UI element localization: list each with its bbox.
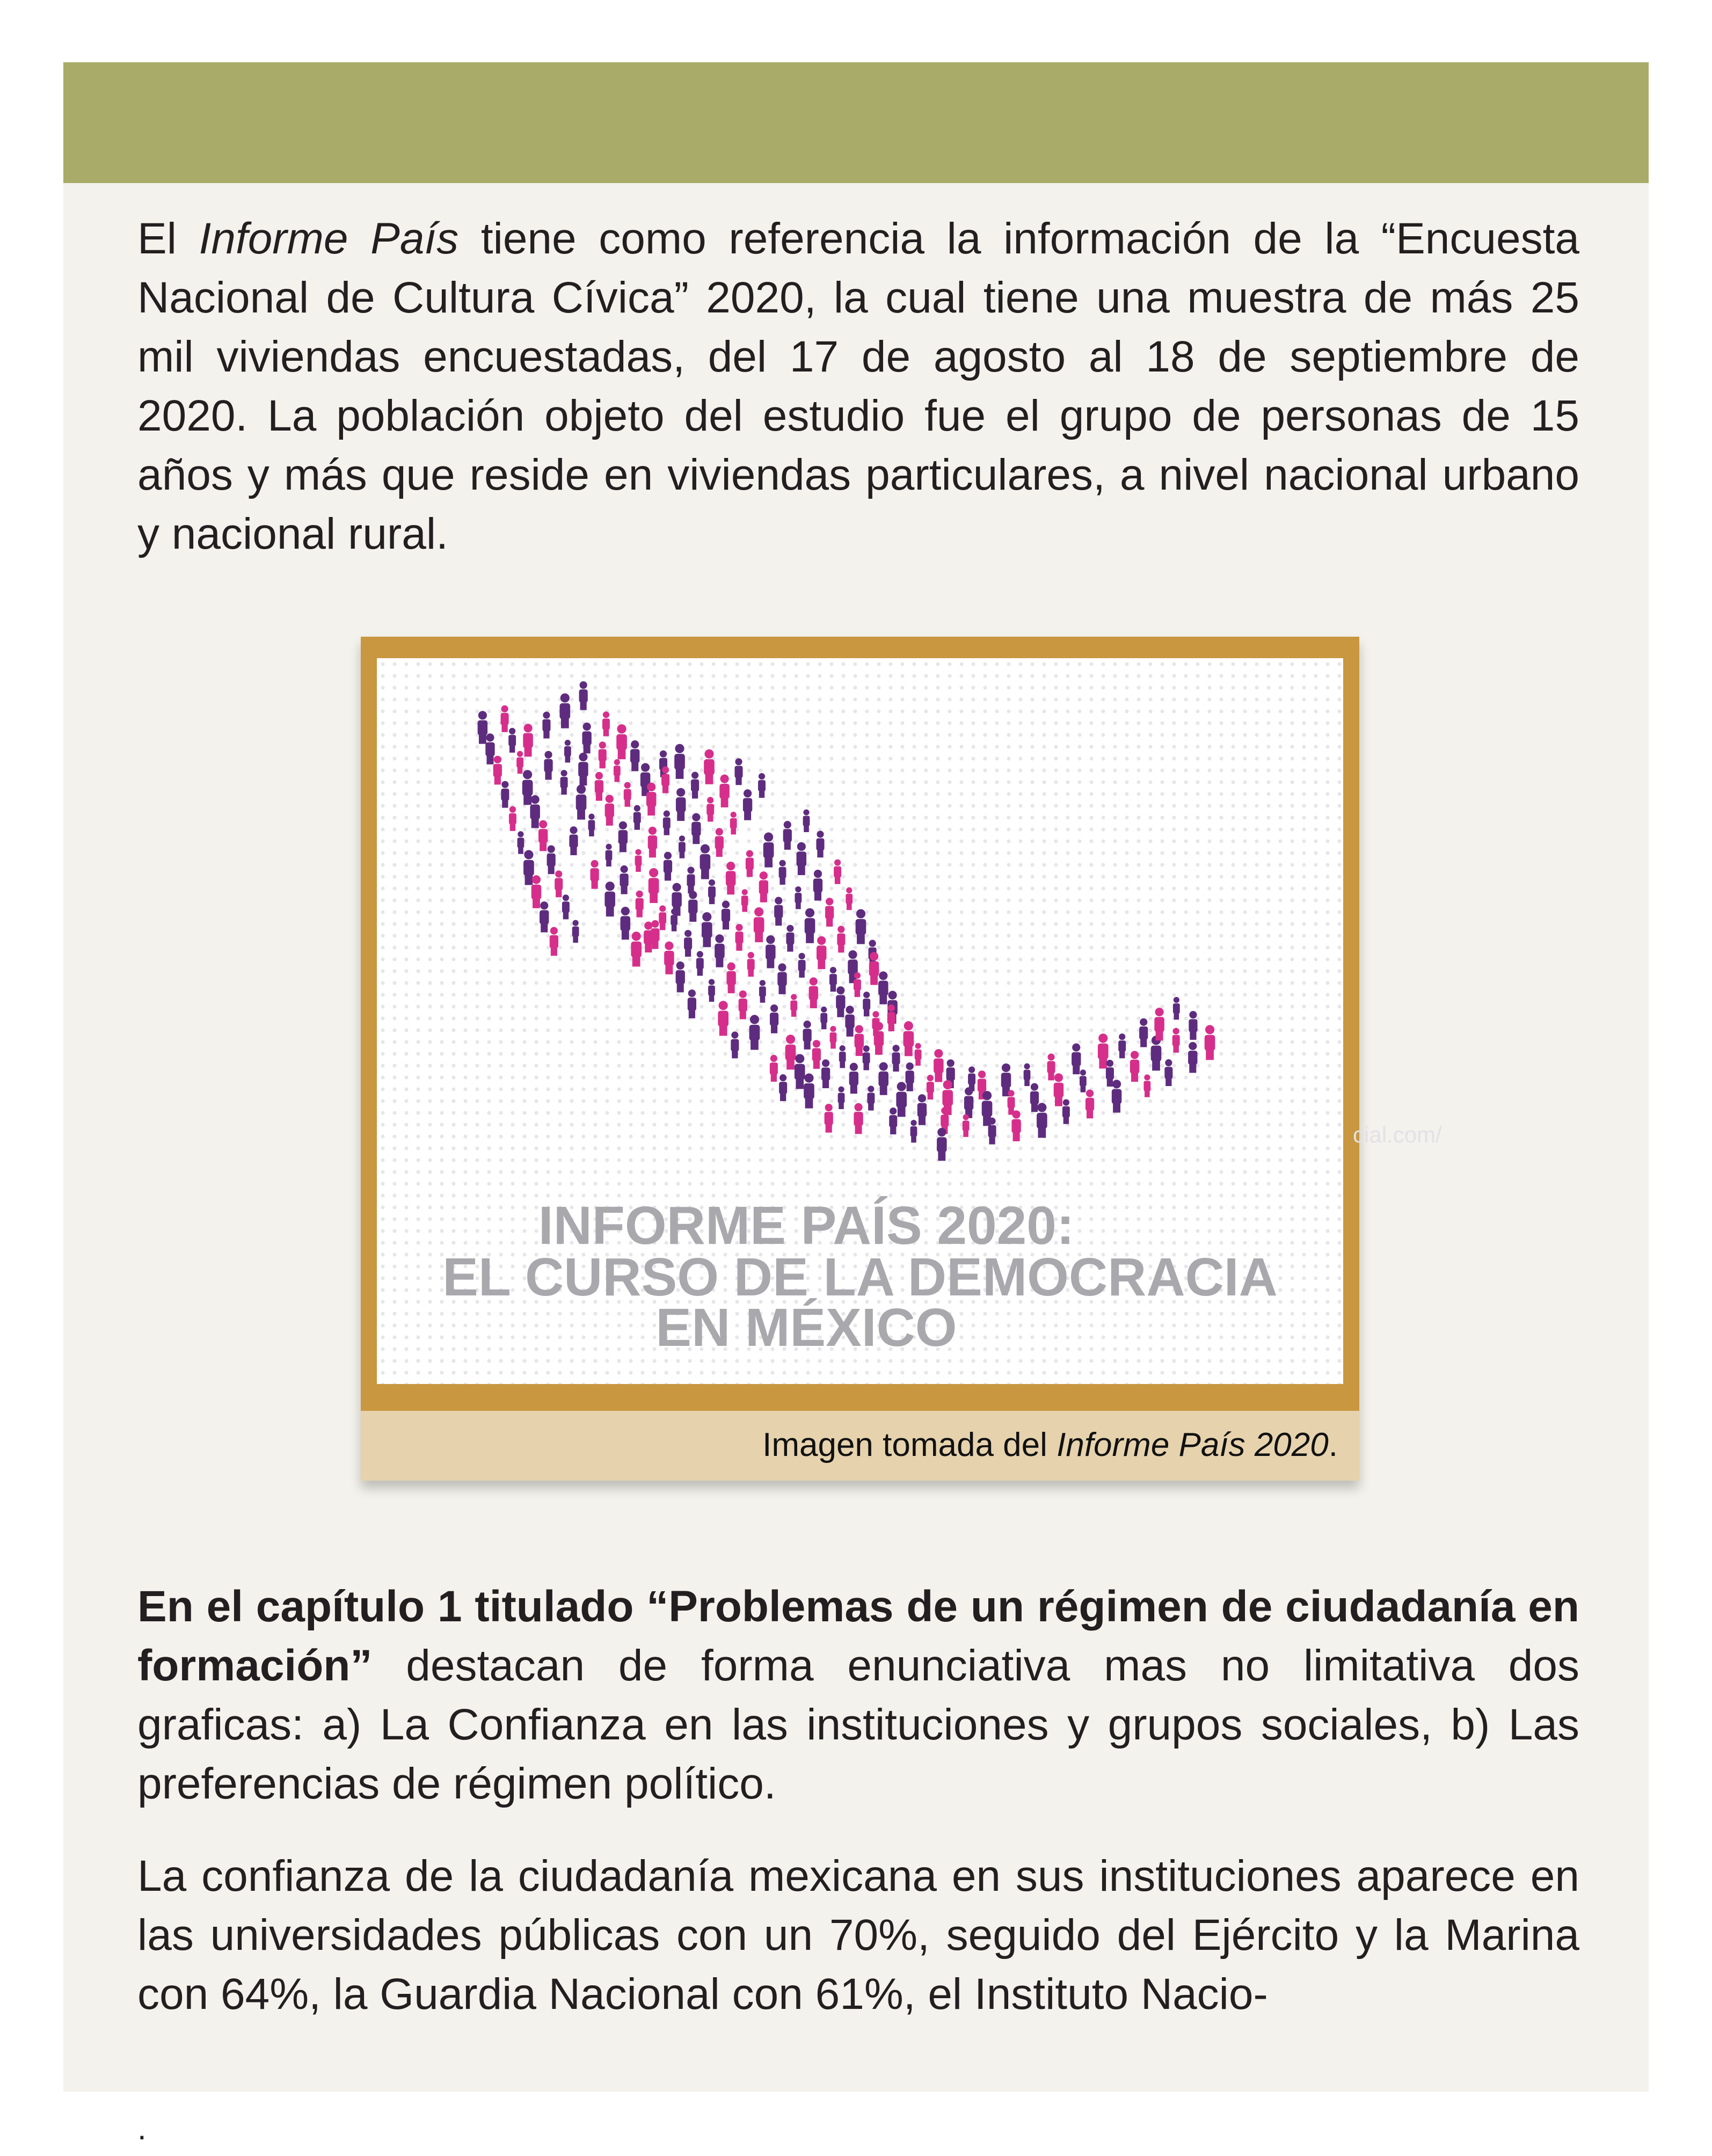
person-figure [636,891,644,917]
person-figure [542,712,550,739]
caption-lead: Imagen tomada del [762,1426,1057,1463]
person-figure [719,775,730,807]
intro-paragraph [137,209,1579,564]
person-figure [763,833,774,868]
informe-pais-italic: Informe País [199,214,459,263]
person-figure [783,821,792,850]
person-figure [706,797,714,821]
person-figure [790,994,797,1016]
person-figure [839,1045,846,1068]
person-figure [726,963,735,994]
person-figure [855,1025,864,1056]
person-figure [605,795,614,826]
person-figure [531,875,542,908]
person-figure [917,1094,927,1125]
person-figure [578,753,588,785]
person-figure [779,1074,787,1101]
person-figure [635,849,642,872]
watermark-text: cial.com/ [1353,1122,1442,1147]
person-figure [904,1021,914,1056]
intro-body: tiene como referencia la información de la “Encuesta Nacional de Cultura Cívica” 2020, la cual tiene una muestra de más 25 mil viviendas encuestadas, del 17 de agosto al 18 de septiembre de 2020. La población objeto del estudio fue el grupo de personas de 15 años y más que reside en viviendas particulares, a nivel nacional urbano y nacional rural. [137,214,1579,558]
person-figure [854,972,861,997]
person-figure [478,711,488,744]
person-figure [688,989,696,1018]
person-figure [759,871,768,902]
person-figure [530,795,540,828]
person-figure [722,901,730,930]
person-figure [759,980,766,1002]
cover-title-line-2: EL CURSO DE LA DEMOCRACIA [442,1247,1278,1307]
person-figure [797,842,807,875]
person-figure [624,782,631,807]
person-figure [696,951,704,975]
person-figure [906,1062,914,1091]
person-figure [544,751,552,780]
person-figure [679,835,686,858]
person-figure [700,844,711,879]
person-figure [758,773,766,798]
person-figure [878,971,888,1004]
person-figure [813,870,822,901]
person-figure [671,908,677,931]
figure-caption-band [361,1411,1359,1481]
person-figure [1130,1051,1139,1082]
person-figure [708,979,715,1002]
person-figure [735,924,743,951]
person-figure [837,926,845,952]
person-figure [579,681,588,710]
person-figure [887,1004,895,1031]
person-figure [937,1128,947,1161]
person-figure [630,740,639,771]
person-figure [562,894,570,919]
person-figure [770,1004,778,1033]
person-figure [1189,1011,1197,1040]
cover-title-line-1: INFORME PAÍS 2020: [538,1196,1075,1256]
person-figure [892,1045,900,1072]
person-figure [889,1108,897,1134]
person-figure [684,930,692,957]
person-figure [616,724,627,759]
person-figure [934,1049,944,1082]
person-figure [849,1063,858,1094]
person-figure [915,1043,922,1066]
person-figure [509,806,516,831]
person-figure [518,831,524,854]
confidence-paragraph: La confianza de la ciudadanía mexicana en sus instituciones aparece en las universidades públicas con un 70%, seguido del Ejército y la Marina con 64%, la Guardia Nacional con 61%, el Instituto Nacio- [137,1852,1579,2019]
caption-end: . [1328,1426,1338,1463]
person-figure [786,925,794,952]
person-figure [777,963,786,994]
person-figure [1062,1099,1070,1124]
person-figure [1054,1073,1064,1106]
person-figure [715,828,724,857]
person-figure [770,1055,778,1082]
person-figure [838,1087,845,1109]
person-figure [1080,1069,1087,1092]
person-figure [805,908,815,943]
person-figure [508,728,516,753]
footer-dot: . [137,2110,147,2146]
person-figure [708,879,716,904]
person-figure [1154,1008,1164,1040]
person-figure [746,850,754,877]
person-figure [620,865,628,894]
person-figure [687,866,695,893]
person-figure [854,1103,863,1134]
person-figure [1008,1090,1015,1115]
person-figure [659,905,666,930]
person-figure [646,783,657,815]
person-figure [663,811,671,835]
person-figure [734,758,742,785]
person-figure [867,1086,875,1110]
person-figure [582,723,591,754]
person-figure [718,1001,728,1036]
person-figure [803,810,810,832]
person-figure [812,1040,821,1069]
header-band [63,62,1649,183]
person-figure [863,992,870,1016]
person-figure [651,920,659,949]
person-figure [963,1114,970,1137]
person-figure [704,749,715,784]
person-figure [846,887,853,910]
person-figure [606,844,613,866]
person-figure [604,882,615,916]
person-figure [501,781,509,808]
person-figure [1173,997,1180,1019]
chapter-title-bold: En el capítulo 1 titulado “Problemas de un régimen de ciudadanía en formación” [137,1582,1579,1690]
person-figure [856,909,866,944]
person-figure [633,805,641,830]
person-figure [614,759,621,782]
person-figure [739,990,747,1019]
person-figure [1151,1036,1162,1070]
cover-title-line-3: EN MÉXICO [655,1298,957,1358]
person-figure [691,772,699,799]
figure-caption [762,1424,1338,1467]
person-figure [1086,1089,1094,1118]
person-figure [829,967,837,992]
person-figure [1143,1074,1150,1097]
person-figure [599,741,607,768]
person-figure [540,901,549,933]
person-figure [674,744,685,779]
person-figure [1112,1080,1122,1112]
person-figure [910,1120,917,1142]
person-figure [845,1006,854,1037]
person-figure [715,934,725,967]
person-figure [648,827,657,858]
person-figure [560,770,568,795]
person-figure [523,724,533,756]
chapter-body: destacan de forma enunciativa mas no limitativa dos graficas: a) La Confianza en las instituciones y grupos sociales, b) Las preferencias de régimen político. [137,1641,1579,1808]
person-figure [559,694,570,729]
person-figure [590,860,599,889]
person-figure [830,1026,837,1048]
person-figure [869,952,879,985]
person-figure [754,907,764,942]
person-figure [676,962,685,993]
person-figure [896,1082,907,1117]
person-figure [1047,1053,1055,1080]
person-figure [621,907,631,939]
person-figure [798,953,806,978]
person-figure [874,1022,884,1054]
person-figure [743,789,752,820]
person-figure [816,831,824,857]
person-figure [555,870,563,897]
person-figure [730,812,737,834]
person-figure [1188,1042,1197,1073]
person-figure [785,1035,796,1069]
person-figure [836,986,845,1017]
person-figure [547,845,556,874]
person-figure [649,868,659,903]
person-figure [809,977,818,1008]
person-figure [766,935,776,968]
person-figure [702,912,712,947]
person-figure [863,1045,870,1070]
person-figure [595,772,603,801]
person-figure [774,897,783,926]
person-figure [1118,1033,1126,1058]
person-figure [988,1118,996,1145]
person-figure [1024,1064,1031,1086]
person-figure [576,785,587,820]
person-figure [817,936,827,969]
person-figure [1037,1103,1047,1138]
person-figure [1072,1044,1081,1075]
person-figure [825,898,834,927]
person-figure [618,821,628,853]
person-figure [664,852,672,881]
person-figure [1172,1028,1180,1053]
person-figure [661,767,669,793]
person-figure [804,1073,814,1108]
figure-frame [361,637,1359,1411]
person-figure [676,788,686,821]
person-figure [825,1104,833,1133]
person-figure [640,763,651,796]
person-figure [688,891,697,922]
person-figure [795,886,802,909]
person-figure [741,889,748,912]
person-figure [588,814,595,836]
person-figure [493,756,502,785]
person-figure [726,862,736,894]
report-cover-figure [361,637,1359,1481]
intro-lead: El [137,214,199,263]
person-figure [821,1059,830,1088]
person-figure [1139,1018,1148,1047]
caption-italic: Informe País 2020 [1057,1426,1329,1463]
person-figure [485,733,494,764]
person-figure [834,860,841,884]
person-figure [501,705,509,732]
person-figure [1205,1025,1215,1060]
person-figure [572,920,579,943]
person-figure [779,860,786,885]
person-figure [631,931,642,966]
person-figure [927,1075,934,1099]
person-figure [538,820,548,851]
person-figure [664,942,674,974]
person-figure [749,1015,760,1050]
person-figure [564,740,571,762]
person-figure [803,1021,812,1050]
chapter-paragraph [137,1577,1579,1813]
person-figure [731,1031,739,1058]
person-figure [1011,1110,1021,1141]
person-figure [516,751,523,774]
person-figure [691,813,701,844]
person-figure [569,826,578,855]
person-figure [747,952,755,977]
person-figure [1164,1059,1172,1086]
report-cover-image [377,658,1343,1384]
person-figure [964,1087,973,1118]
person-figure [878,1062,888,1095]
person-figure [795,1054,805,1089]
person-figure [820,1007,827,1029]
person-figure [602,711,610,736]
person-figure [550,927,558,956]
